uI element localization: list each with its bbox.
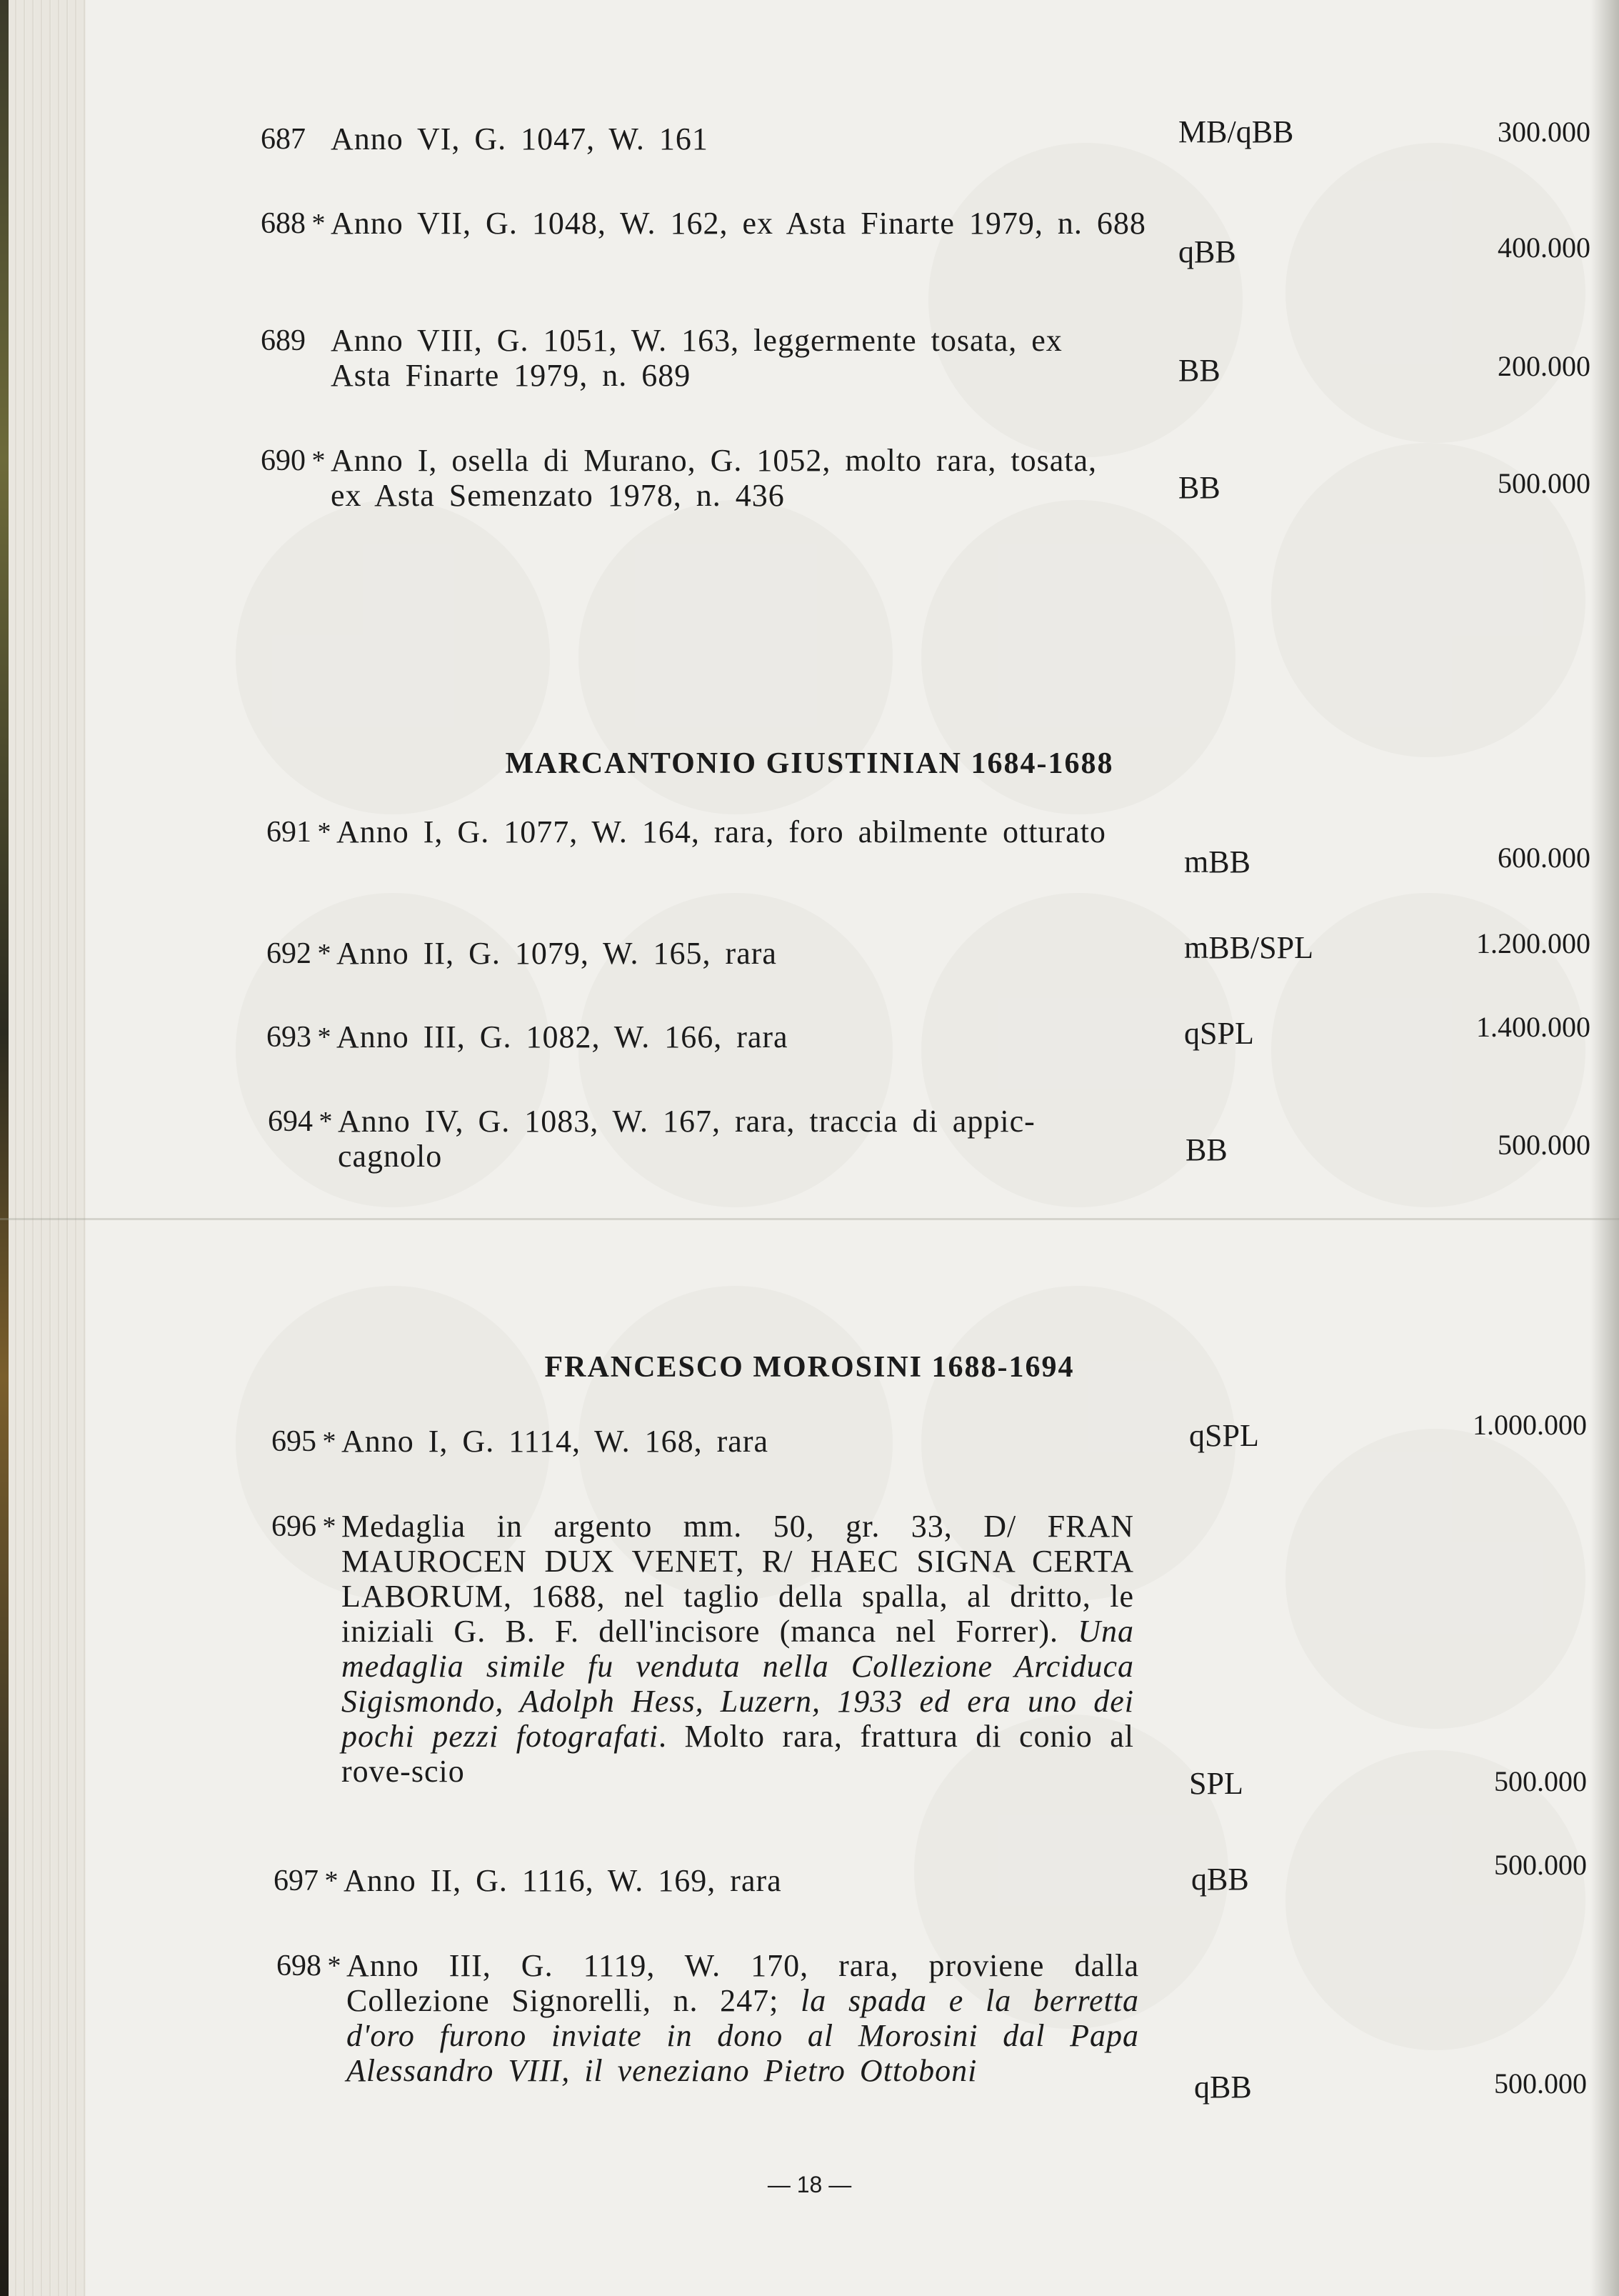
- lot-price: 500.000: [1494, 2067, 1587, 2100]
- lot-number: 688: [261, 207, 306, 240]
- section-heading: FRANCESCO MOROSINI 1688-1694: [544, 1351, 1075, 1384]
- lot-description: Anno VII, G. 1048, W. 162, ex Asta Finarte 1979, n. 688: [331, 206, 1146, 241]
- lot-number: 696: [271, 1510, 316, 1543]
- lot-grade: qSPL: [1184, 1016, 1254, 1051]
- lot-number: 692: [266, 937, 311, 970]
- lot-number: 694: [268, 1105, 313, 1138]
- lot-description: Anno I, osella di Murano, G. 1052, molto rara, tosata, ex Asta Semenzato 1978, n. 436: [331, 443, 1098, 513]
- lot-price: 500.000: [1498, 467, 1590, 499]
- photo-marker: *: [322, 1427, 336, 1457]
- lot-price: 500.000: [1498, 1129, 1590, 1161]
- description-text: Anno III, G. 1119, W. 170, rara, proviene dalla Collezione Signorelli, n. 247;: [346, 1948, 1139, 2018]
- description-italic-text: la spada e la berretta d'oro furono inviate in dono al Morosini dal Papa Alessandro VIII, il veneziano Pietro Ottoboni: [346, 1983, 1139, 2088]
- page-fold: [0, 1218, 1619, 1220]
- lot-number: 689: [261, 324, 306, 357]
- lot-price: 500.000: [1494, 1849, 1587, 1881]
- photo-marker: *: [311, 446, 326, 476]
- lot-number: 687: [261, 123, 306, 156]
- lot-description: Anno I, G. 1077, W. 164, rara, foro abilmente otturato: [336, 814, 1106, 849]
- show-through-circle: [1285, 143, 1585, 443]
- lot-grade: BB: [1178, 353, 1220, 388]
- lot-price: 1.200.000: [1476, 927, 1590, 959]
- lot-price: 1.400.000: [1476, 1011, 1590, 1043]
- lot-description: Anno I, G. 1114, W. 168, rara: [341, 1424, 768, 1459]
- lot-description: [341, 1509, 1134, 1789]
- photo-marker: *: [317, 939, 331, 969]
- lot-number: 695: [271, 1425, 316, 1458]
- lot-price: 1.000.000: [1473, 1409, 1587, 1441]
- lot-description: Anno III, G. 1082, W. 166, rara: [336, 1019, 788, 1054]
- description-italic-text: Una medaglia simile fu venduta nella Collezione Arciduca Sigismondo, Adolph Hess, Luzern, 1933 ed era uno dei pochi pezzi fotografati: [341, 1614, 1134, 1754]
- lot-grade: BB: [1186, 1132, 1228, 1167]
- lot-number: 691: [266, 816, 311, 849]
- photo-marker: *: [317, 817, 331, 847]
- lot-grade: BB: [1178, 470, 1220, 505]
- lot-price: 500.000: [1494, 1765, 1587, 1797]
- lot-grade: qBB: [1191, 1862, 1249, 1897]
- lot-description: Anno VI, G. 1047, W. 161: [331, 121, 708, 156]
- show-through-circle: [1285, 1429, 1585, 1729]
- description-text: . Molto rara, frattura di conio al rove-scio: [341, 1719, 1134, 1789]
- photo-marker: *: [311, 209, 326, 239]
- show-through-circle: [928, 143, 1243, 457]
- lot-grade: mBB/SPL: [1184, 930, 1313, 965]
- book-spine: [0, 0, 9, 2296]
- description-text: Medaglia in argento mm. 50, gr. 33, D/ FRAN MAUROCEN DUX VENET, R/ HAEC SIGNA CERTA LABORUM, 1688, nel taglio della spalla, al dritto, le iniziali G. B. F. dell'incisore (manca nel Forrer).: [341, 1509, 1134, 1649]
- lot-description: Anno II, G. 1116, W. 169, rara: [344, 1863, 782, 1898]
- lot-number: 693: [266, 1021, 311, 1054]
- lot-grade: MB/qBB: [1178, 114, 1294, 149]
- lot-description: [346, 1948, 1139, 2088]
- lot-description: Anno II, G. 1079, W. 165, rara: [336, 936, 777, 971]
- lot-description: Anno IV, G. 1083, W. 167, rara, traccia di appic-cagnolo: [338, 1104, 1036, 1174]
- lot-price: 600.000: [1498, 842, 1590, 874]
- photo-marker: *: [319, 1107, 333, 1137]
- page-shadow: [1590, 0, 1619, 2296]
- lot-price: 200.000: [1498, 350, 1590, 382]
- lot-description: Anno VIII, G. 1051, W. 163, leggermente tosata, ex Asta Finarte 1979, n. 689: [331, 323, 1063, 393]
- lot-number: 690: [261, 444, 306, 477]
- page-edge: [0, 0, 86, 2296]
- photo-marker: *: [322, 1512, 336, 1542]
- lot-number: 697: [274, 1865, 319, 1897]
- lot-grade: qBB: [1194, 2070, 1252, 2105]
- photo-marker: *: [327, 1951, 341, 1981]
- photo-marker: *: [324, 1866, 339, 1896]
- lot-grade: mBB: [1184, 844, 1250, 879]
- section-heading: MARCANTONIO GIUSTINIAN 1684-1688: [505, 747, 1114, 780]
- photo-marker: *: [317, 1022, 331, 1052]
- lot-grade: qSPL: [1189, 1418, 1259, 1453]
- lot-grade: qBB: [1178, 234, 1236, 269]
- page-number: — 18 —: [767, 2172, 852, 2197]
- lot-price: 400.000: [1498, 231, 1590, 264]
- lot-price: 300.000: [1498, 116, 1590, 148]
- lot-grade: SPL: [1189, 1766, 1243, 1801]
- lot-number: 698: [276, 1950, 321, 1982]
